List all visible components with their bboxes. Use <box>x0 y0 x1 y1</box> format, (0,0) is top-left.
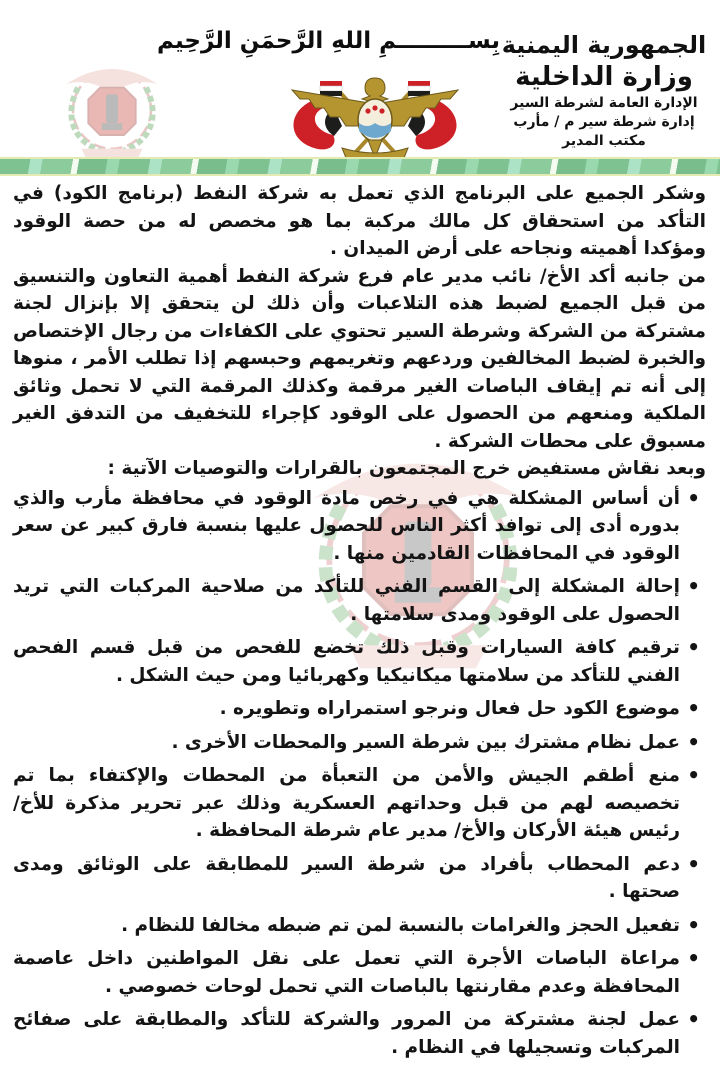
decision-item: • عمل نظام مشترك بين شرطة السير والمحطات الأخرى . <box>13 729 680 757</box>
admin-branch-line: إدارة شرطة سير م / مأرب <box>513 114 695 130</box>
paragraph-2: من جانبه أكد الأخ/ نائب مدير عام فرع شركة النفط أهمية التعاون والتنسيق من قبل الجميع لضبط هذه التلاعبات وأن ذلك لن يتحقق إلا بإنزال لجنة مشتركة من الشركة وشرطة السير تحتوي على الكفاءات من رجال الإختصاص والخبرة لضبط المخالفين وردعهم وتغريمهم وحبسهم إذا تطلب الأمر ، منوها إلى أنه تم إيقاف الباصات الغير مرقمة وكذلك المرقمة التي لا تحمل وثائق الملكية ومنعهم من الحصول على الوقود كإجراء للتخفيف من التدفق الغير مسبوق على محطات الشركة . <box>13 265 706 452</box>
bismillah-calligraphy: بِســـــــــمِ اللهِ الرَّحمَنِ الرَّحِيم <box>156 28 500 54</box>
decision-item: • إحالة المشكلة إلى القسم الفني للتأكد من صلاحية المركبات التي تريد الحصول على الوقود ومدى سلامتها . <box>13 573 680 628</box>
decision-item: • مراعاة الباصات الأجرة التي تعمل على نقل المواطنين داخل عاصمة المحافظة وعدم مقارنتها بالباصات التي تحمل لوحات خصوصي . <box>13 945 680 1000</box>
admin-general-line: الإدارة العامة لشرطة السير <box>510 95 698 111</box>
office-line: مكتب المدير <box>562 133 646 149</box>
decisions-list <box>13 485 706 1062</box>
traffic-police-logo <box>12 52 212 164</box>
letter-body <box>13 180 706 1067</box>
yemen-emblem-icon <box>262 68 488 160</box>
decisions-intro: وبعد نقاش مستفيض خرج المجتمعون بالقرارات والتوصيات الآتية : <box>107 458 706 479</box>
green-decorative-band <box>0 157 720 176</box>
ministry-title: وزارة الداخلية <box>515 62 693 92</box>
letterhead-right <box>494 30 714 151</box>
decision-item: • منع أطقم الجيش والأمن من التعبأة من المحطات والإكتفاء بما تم تخصيصه لهم من قبل وحداتهم العسكرية وذلك عبر تحرير مذكرة للأخ/ رئيس هيئة الأركان والأخ/ مدير عام شرطة المحافظة . <box>13 762 680 845</box>
decision-item: • ترقيم كافة السيارات وقبل ذلك تخضع للفحص من قبل قسم الفحص الفني للتأكد من سلامتها ميكانيكيا وكهربائيا ومن حيث الشكل . <box>13 634 680 689</box>
decision-item: • تفعيل الحجز والغرامات بالنسبة لمن تم ضبطه مخالفا للنظام . <box>13 912 680 940</box>
flag-left-icon <box>320 81 342 96</box>
paragraph-1: وشكر الجميع على البرنامج الذي تعمل به شركة النفط (برنامج الكود) في التأكد من استحقاق كل مالك مركبة بما هو مخصص له من حصة الوقود ومؤكدا أهميته ونجاحه على أرض الميدان . <box>13 183 706 259</box>
republic-title: الجمهورية اليمنية <box>501 31 707 59</box>
decision-item: • دعم المحطاب بأفراد من شرطة السير للمطابقة على الوثائق ومدى صحتها . <box>13 851 680 906</box>
decision-item: • عمل لجنة مشتركة من المرور والشركة للتأكد والمطابقة على صفائح المركبات وتسجيلها في النظام . <box>13 1006 680 1061</box>
decision-item: • موضوع الكود حل فعال ونرجو استمراراه وتطويره . <box>13 695 680 723</box>
decision-item: • أن أساس المشكلة هي في رخص مادة الوقود في محافظة مأرب والذي بدوره أدى إلى توافد أكثر الناس للحصول عليها بنسبة فارق كبير عن سعر الوقود في المحافظات القادمين منها . <box>13 485 680 568</box>
flag-right-icon <box>408 81 430 96</box>
